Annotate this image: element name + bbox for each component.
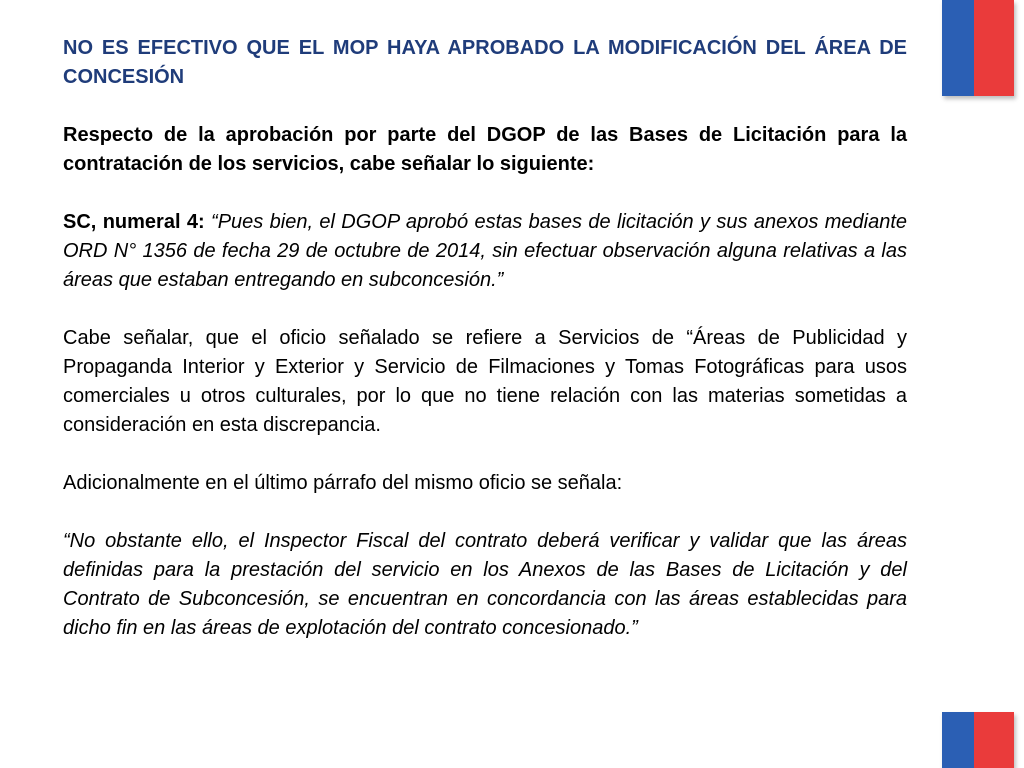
note-paragraph: Cabe señalar, que el oficio señalado se refiere a Servicios de “Áreas de Publicidad y Propaganda Interior y Exterior y Servicio de Filmaciones y Tomas Fotográficas para usos comerciales u otros culturales, por lo que no tiene relación con las materias sometidas a consideración en esta discrepancia.: [63, 327, 907, 436]
quote-paragraph: [63, 208, 907, 295]
quote-text: “Pues bien, el DGOP aprobó estas bases de licitación y sus anexos mediante ORD N° 1356 de fecha 29 de octubre de 2014, sin efectuar observación alguna relativas a las áreas que estaban entregando en subconcesión.”: [63, 211, 907, 291]
addition-paragraph: Adicionalmente en el último párrafo del mismo oficio se señala:: [63, 472, 623, 494]
chile-flag-stripe-top: [942, 0, 1014, 96]
flag-blue-stripe: [942, 0, 974, 96]
quote-label: SC, numeral 4:: [63, 211, 205, 233]
flag-blue-stripe: [942, 712, 974, 768]
flag-red-stripe: [974, 0, 1014, 96]
final-quote-paragraph: “No obstante ello, el Inspector Fiscal del contrato deberá verificar y validar que las áreas definidas para la prestación del servicio en los Anexos de las Bases de Licitación y del Contrato de Subconcesión, se encuentran en concordancia con las áreas establecidas para dicho fin en las áreas de explotación del contrato concesionado.”: [63, 530, 907, 639]
flag-red-stripe: [974, 712, 1014, 768]
intro-paragraph: Respecto de la aprobación por parte del DGOP de las Bases de Licitación para la contratación de los servicios, cabe señalar lo siguiente:: [63, 124, 907, 175]
slide-body: [63, 34, 907, 643]
chile-flag-stripe-bottom: [942, 712, 1014, 768]
slide-title: NO ES EFECTIVO QUE EL MOP HAYA APROBADO LA MODIFICACIÓN DEL ÁREA DE CONCESIÓN: [63, 37, 907, 88]
